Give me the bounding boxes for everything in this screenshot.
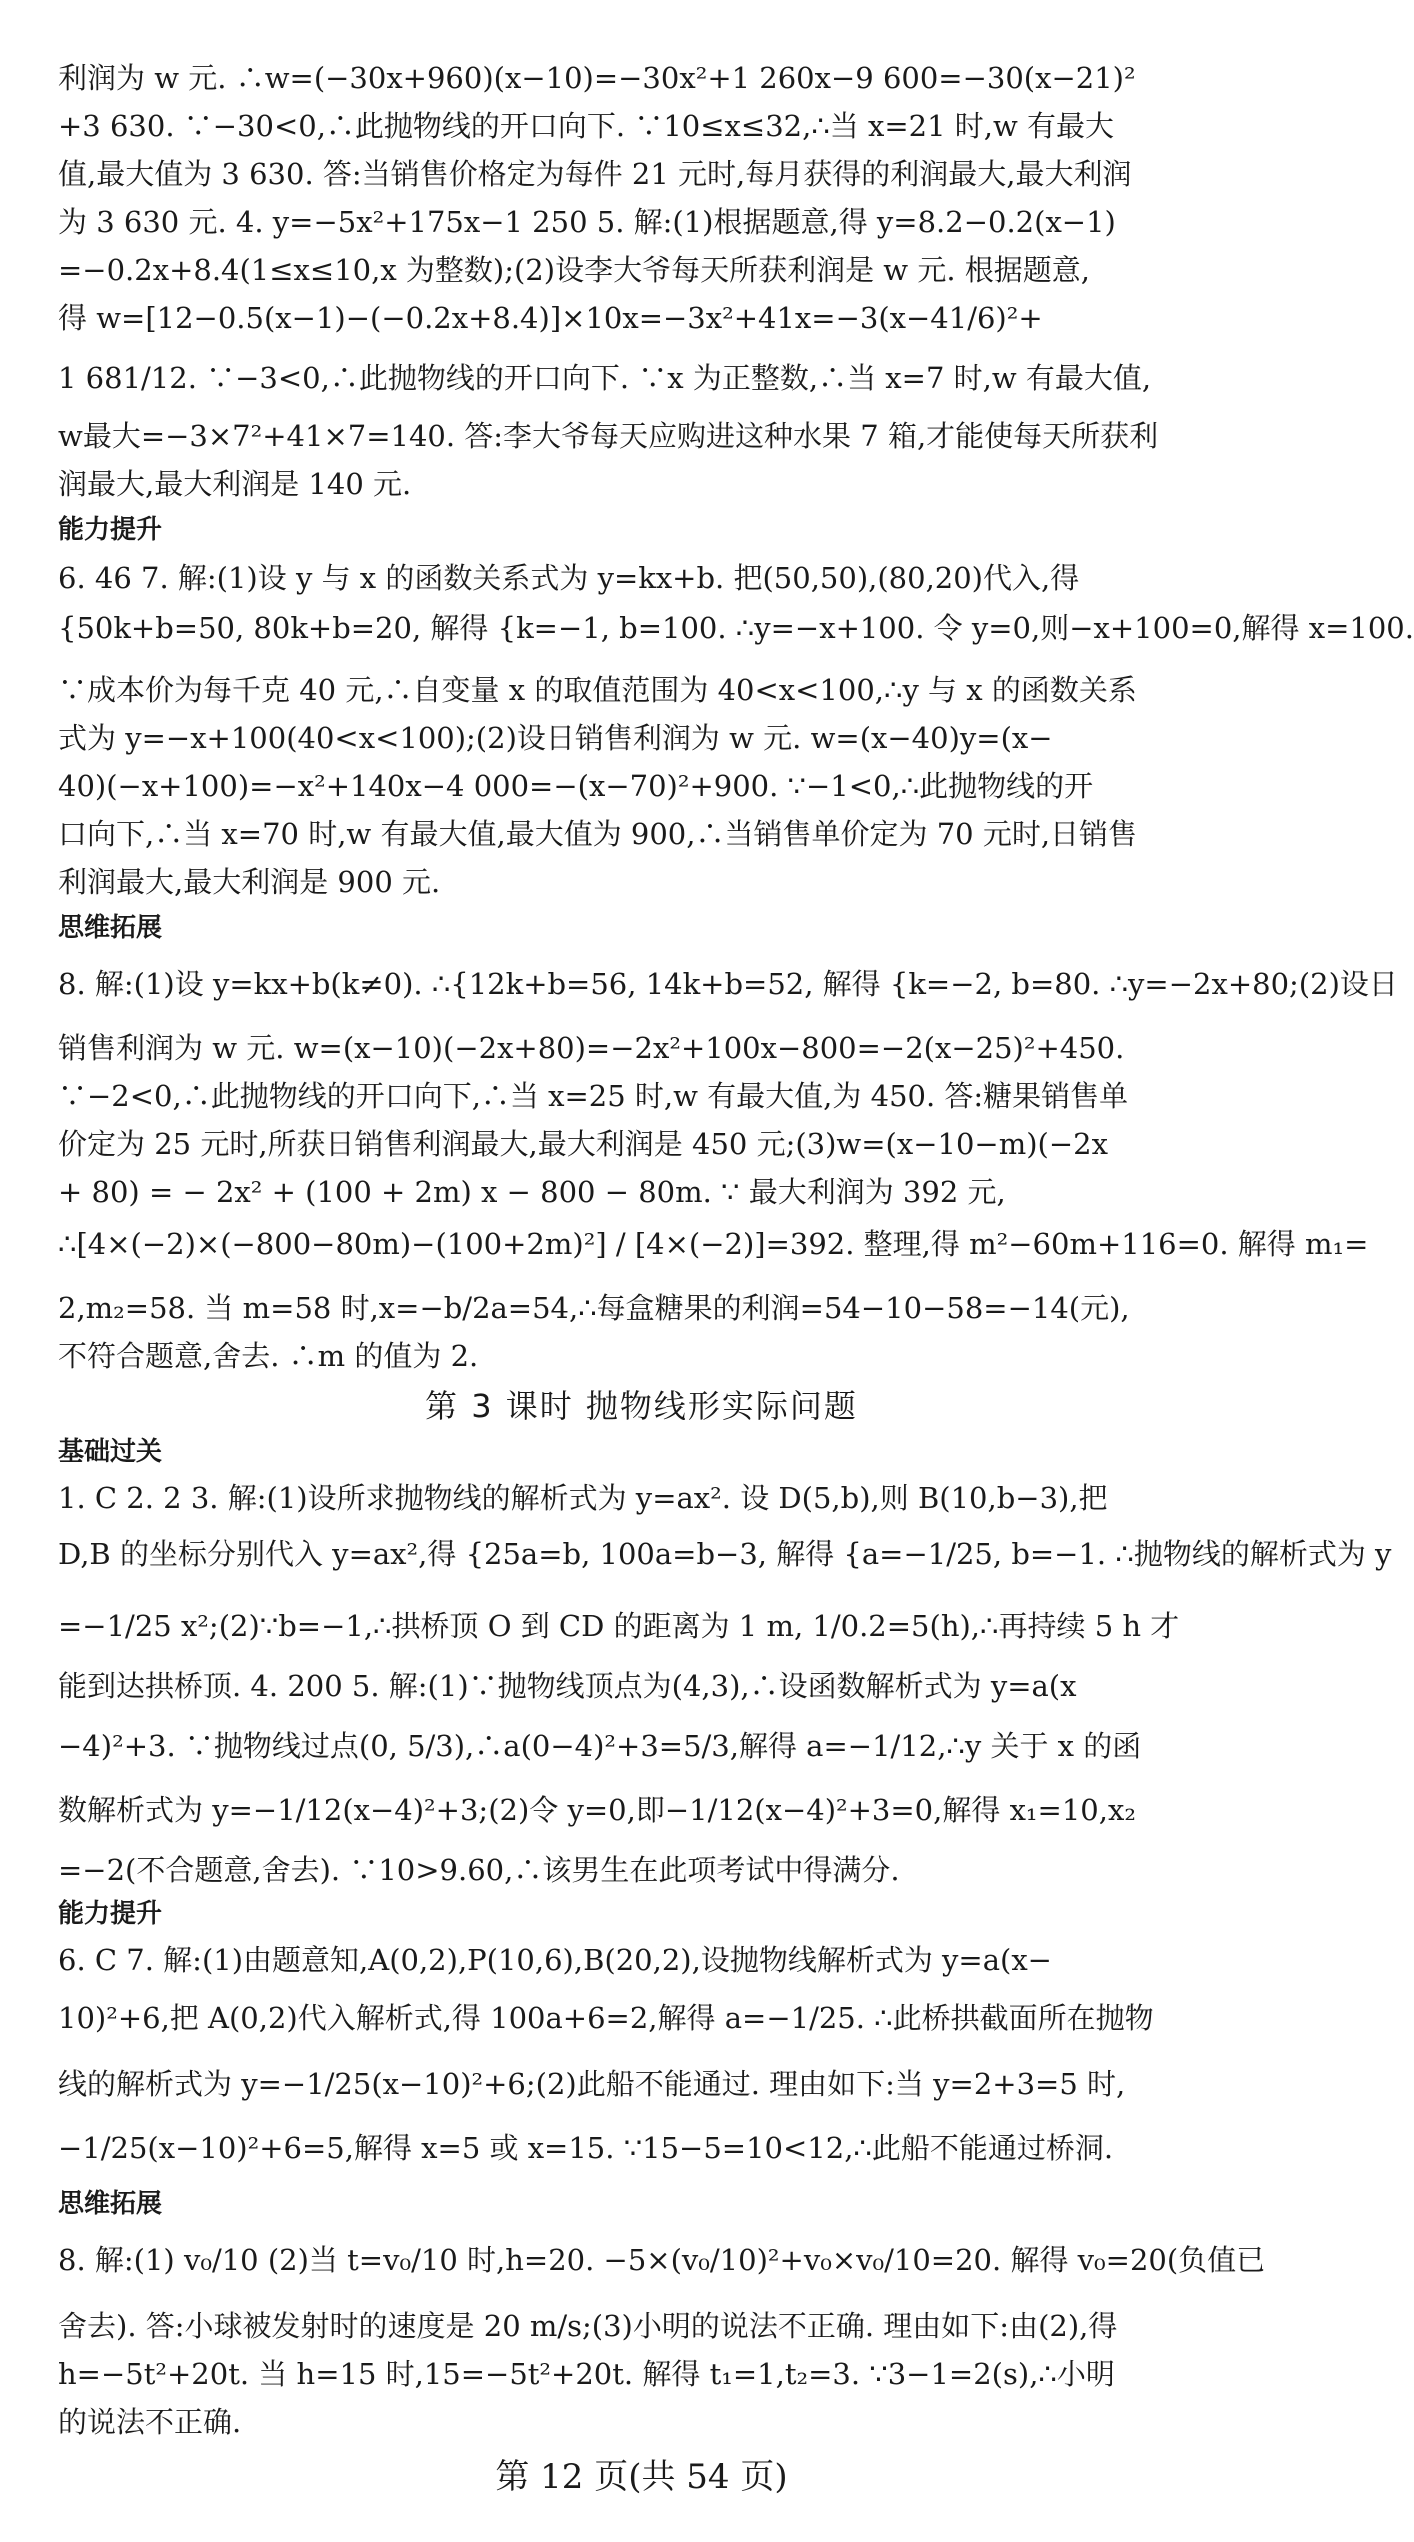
- text-line: 1. C 2. 2 3. 解:(1)设所求抛物线的解析式为 y=ax². 设 D(5,b),则 B(10,b−3),把: [58, 1481, 1108, 1515]
- text-line: 销售利润为 w 元. w=(x−10)(−2x+80)=−2x²+100x−800=−2(x−25)²+450.: [58, 1031, 1125, 1065]
- text-line: 10)²+6,把 A(0,2)代入解析式,得 100a+6=2,解得 a=−1/25. ∴此桥拱截面所在抛物: [58, 2001, 1154, 2035]
- text-line: =−0.2x+8.4(1≤x≤10,x 为整数);(2)设李大爷每天所获利润是 w 元. 根据题意,: [58, 253, 1090, 287]
- text-line: 利润最大,最大利润是 900 元.: [58, 865, 441, 899]
- text-line: 舍去). 答:小球被发射时的速度是 20 m/s;(3)小明的说法不正确. 理由如下:由(2),得: [58, 2309, 1118, 2343]
- text-line: 8. 解:(1) v₀/10 (2)当 t=v₀/10 时,h=20. −5×(v₀/10)²+v₀×v₀/10=20. 解得 v₀=20(负值已: [58, 2243, 1266, 2277]
- text-line: 1 681/12. ∵−3<0,∴此抛物线的开口向下. ∵x 为正整数,∴当 x=7 时,w 有最大值,: [58, 361, 1152, 395]
- section-heading: 能力提升: [58, 515, 163, 545]
- text-line: −1/25(x−10)²+6=5,解得 x=5 或 x=15. ∵15−5=10<12,∴此船不能通过桥洞.: [58, 2131, 1114, 2165]
- text-line: 数解析式为 y=−1/12(x−4)²+3;(2)令 y=0,即−1/12(x−4)²+3=0,解得 x₁=10,x₂: [58, 1793, 1136, 1827]
- text-line: w最大=−3×7²+41×7=140. 答:李大爷每天应购进这种水果 7 箱,才能使每天所获利: [58, 419, 1159, 453]
- text-line: 2,m₂=58. 当 m=58 时,x=−b/2a=54,∴每盒糖果的利润=54−10−58=−14(元),: [58, 1291, 1130, 1325]
- text-line: +3 630. ∵−30<0,∴此抛物线的开口向下. ∵10≤x≤32,∴当 x=21 时,w 有最大: [58, 109, 1115, 143]
- text-line: ∴[4×(−2)×(−800−80m)−(100+2m)²] / [4×(−2)]=392. 整理,得 m²−60m+116=0. 解得 m₁=: [58, 1227, 1369, 1261]
- text-line: 的说法不正确.: [58, 2405, 242, 2439]
- text-line: D,B 的坐标分别代入 y=ax²,得 {25a=b, 100a=b−3, 解得 {a=−1/25, b=−1. ∴抛物线的解析式为 y: [58, 1537, 1392, 1571]
- section-heading: 思维拓展: [58, 2189, 163, 2219]
- text-line: 不符合题意,舍去. ∴m 的值为 2.: [58, 1339, 479, 1373]
- text-line: 价定为 25 元时,所获日销售利润最大,最大利润是 450 元;(3)w=(x−10−m)(−2x: [58, 1127, 1108, 1161]
- text-line: + 80) = − 2x² + (100 + 2m) x − 800 − 80m. ∵ 最大利润为 392 元,: [58, 1175, 1006, 1209]
- section-heading: 能力提升: [58, 1899, 163, 1929]
- text-line: ∵−2<0,∴此抛物线的开口向下,∴当 x=25 时,w 有最大值,为 450. 答:糖果销售单: [58, 1079, 1129, 1113]
- text-line: 线的解析式为 y=−1/25(x−10)²+6;(2)此船不能通过. 理由如下:当 y=2+3=5 时,: [58, 2067, 1126, 2101]
- text-line: =−2(不合题意,舍去). ∵10>9.60,∴该男生在此项考试中得满分.: [58, 1853, 900, 1887]
- text-line: 6. C 7. 解:(1)由题意知,A(0,2),P(10,6),B(20,2),设抛物线解析式为 y=a(x−: [58, 1943, 1052, 1977]
- text-line: −4)²+3. ∵抛物线过点(0, 5/3),∴a(0−4)²+3=5/3,解得 a=−1/12,∴y 关于 x 的函: [58, 1729, 1142, 1763]
- section-heading: 思维拓展: [58, 913, 163, 943]
- text-line: 40)(−x+100)=−x²+140x−4 000=−(x−70)²+900. ∵−1<0,∴此抛物线的开: [58, 769, 1094, 803]
- text-line: 6. 46 7. 解:(1)设 y 与 x 的函数关系式为 y=kx+b. 把(50,50),(80,20)代入,得: [58, 561, 1080, 595]
- text-line: 为 3 630 元. 4. y=−5x²+175x−1 250 5. 解:(1)根据题意,得 y=8.2−0.2(x−1): [58, 205, 1116, 239]
- text-line: h=−5t²+20t. 当 h=15 时,15=−5t²+20t. 解得 t₁=1,t₂=3. ∵3−1=2(s),∴小明: [58, 2357, 1115, 2391]
- text-line: ∵成本价为每千克 40 元,∴自变量 x 的取值范围为 40<x<100,∴y 与 x 的函数关系: [58, 673, 1137, 707]
- text-line: 式为 y=−x+100(40<x<100);(2)设日销售利润为 w 元. w=(x−40)y=(x−: [58, 721, 1053, 755]
- text-line: 润最大,最大利润是 140 元.: [58, 467, 412, 501]
- text-line: 能到达拱桥顶. 4. 200 5. 解:(1)∵抛物线顶点为(4,3),∴设函数解析式为 y=a(x: [58, 1669, 1077, 1703]
- text-line: 8. 解:(1)设 y=kx+b(k≠0). ∴{12k+b=56, 14k+b=52, 解得 {k=−2, b=80. ∴y=−2x+80;(2)设日: [58, 967, 1398, 1001]
- text-line: 值,最大值为 3 630. 答:当销售价格定为每件 21 元时,每月获得的利润最大,最大利润: [58, 157, 1132, 191]
- text-line: {50k+b=50, 80k+b=20, 解得 {k=−1, b=100. ∴y=−x+100. 令 y=0,则−x+100=0,解得 x=100.: [58, 611, 1414, 645]
- text-line: 得 w=[12−0.5(x−1)−(−0.2x+8.4)]×10x=−3x²+41x=−3(x−41/6)²+: [58, 301, 1043, 335]
- text-line: =−1/25 x²;(2)∵b=−1,∴拱桥顶 O 到 CD 的距离为 1 m, 1/0.2=5(h),∴再持续 5 h 才: [58, 1609, 1180, 1643]
- section-heading: 基础过关: [58, 1437, 163, 1467]
- text-line: 利润为 w 元. ∴w=(−30x+960)(x−10)=−30x²+1 260x−9 600=−30(x−21)²: [58, 61, 1136, 95]
- text-line: 口向下,∴当 x=70 时,w 有最大值,最大值为 900,∴当销售单价定为 70 元时,日销售: [58, 817, 1138, 851]
- page-footer: 第 12 页(共 54 页): [495, 2457, 788, 2497]
- section-title: 第 3 课时 抛物线形实际问题: [425, 1387, 858, 1425]
